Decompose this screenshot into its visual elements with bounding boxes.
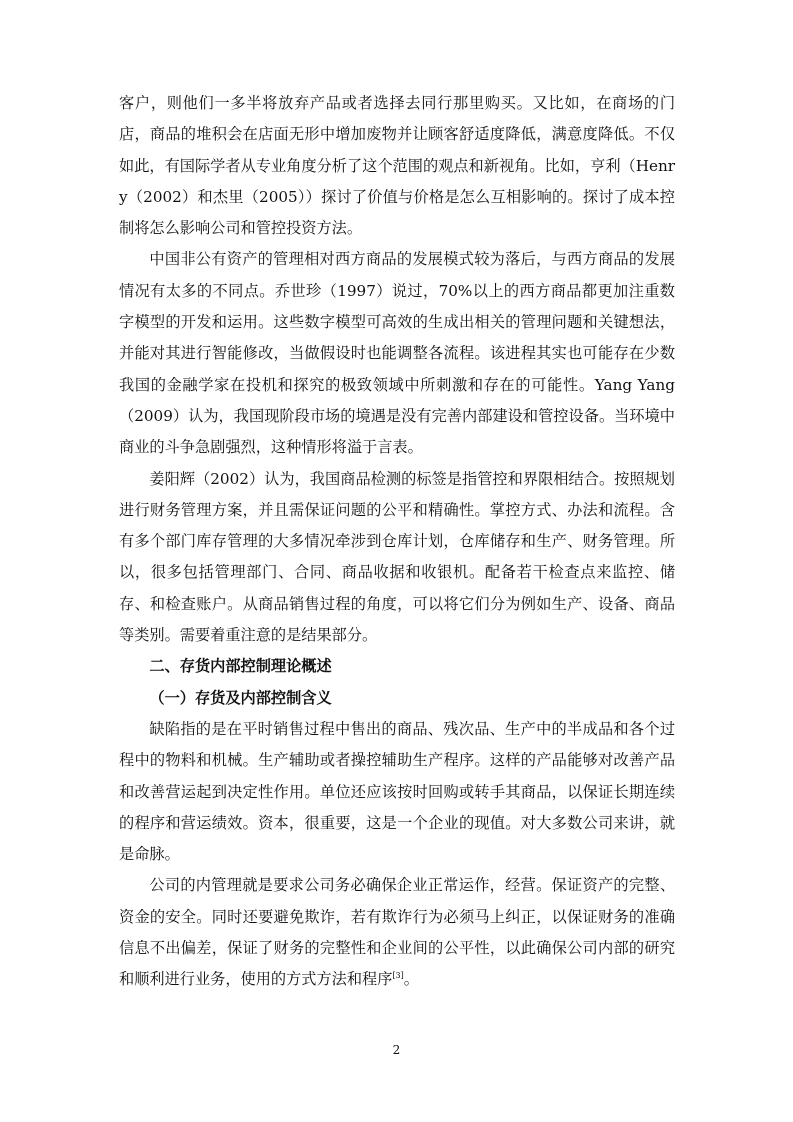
citation-reference: [3] bbox=[392, 971, 404, 981]
paragraph-inventory-definition: 缺陷指的是在平时销售过程中售出的商品、残次品、生产中的半成品和各个过程中的物料和机械。生产辅助或者操控辅助生产程序。这样的产品能够对改善产品和改善营运起到决定性作用。单位还应该按时回购或转手其商品，以保证长期连续的程序和营运绩效。资本，很重要，这是一个企业的现值。对大多数公司来讲，就是命脉。 bbox=[119, 719, 675, 864]
paragraph-end-mark: 。 bbox=[403, 970, 419, 989]
section-heading: 二、存货内部控制理论概述 bbox=[149, 657, 332, 676]
page-number: 2 bbox=[392, 1043, 401, 1057]
subsection-heading: （一）存货及内部控制含义 bbox=[149, 688, 332, 707]
paragraph-internal-control bbox=[119, 870, 675, 995]
paragraph-inventory-labels: 姜阳辉（2002）认为，我国商品检测的标签是指管控和界限相结合。按照规划进行财务管理方案，并且需保证问题的公平和精确性。掌控方式、办法和流程。含有多个部门库存管理的大多情况牵涉到仓库计划，仓库储存和生产、财务管理。所以，很多包括管理部门、合同、商品收据和收银机。配备若干检查点来监控、储存、和检查账户。从商品销售过程的角度，可以将它们分为例如生产、设备、商品等类别。需要着重注意的是结果部分。 bbox=[119, 469, 675, 645]
paragraph-internal-control-text: 公司的内管理就是要求公司务必确保企业正常运作，经营。保证资产的完整、资金的安全。同时还要避免欺诈，若有欺诈行为必须马上纠正，以保证财务的准确信息不出偏差，保证了财务的完整性和企业间的公平性，以此确保公司内部的研究和顺利进行业务，使用的方式方法和程序 bbox=[119, 876, 675, 989]
paragraph-continuation: 客户，则他们一多半将放弃产品或者选择去同行那里购买。又比如，在商场的门店，商品的堆积会在店面无形中增加废物并让顾客舒适度降低，满意度降低。不仅如此，有国际学者从专业角度分析了这个范围的观点和新视角。比如，亨利（Henry（2002）和杰里（2005））探讨了价值与价格是怎么互相影响的。探讨了成本控制将怎么影响公司和管控投资方法。 bbox=[119, 94, 675, 238]
paragraph-western-comparison: 中国非公有资产的管理相对西方商品的发展模式较为落后，与西方商品的发展情况有太多的不同点。乔世珍（1997）说过，70%以上的西方商品都更加注重数字模型的开发和运用。这些数字模型可高效的生成出相关的管理问题和关键想法，并能对其进行智能修改，当做假设时也能调整各流程。该进程其实也可能存在少数我国的金融学家在投机和探究的极致领域中所刺激和存在的可能性。Yang Yang（2009）认为，我国现阶段市场的境遇是没有完善内部建设和管控设备。当环境中商业的斗争急剧强烈，这种情形将溢于言表。 bbox=[119, 250, 675, 457]
document-body bbox=[119, 88, 675, 996]
